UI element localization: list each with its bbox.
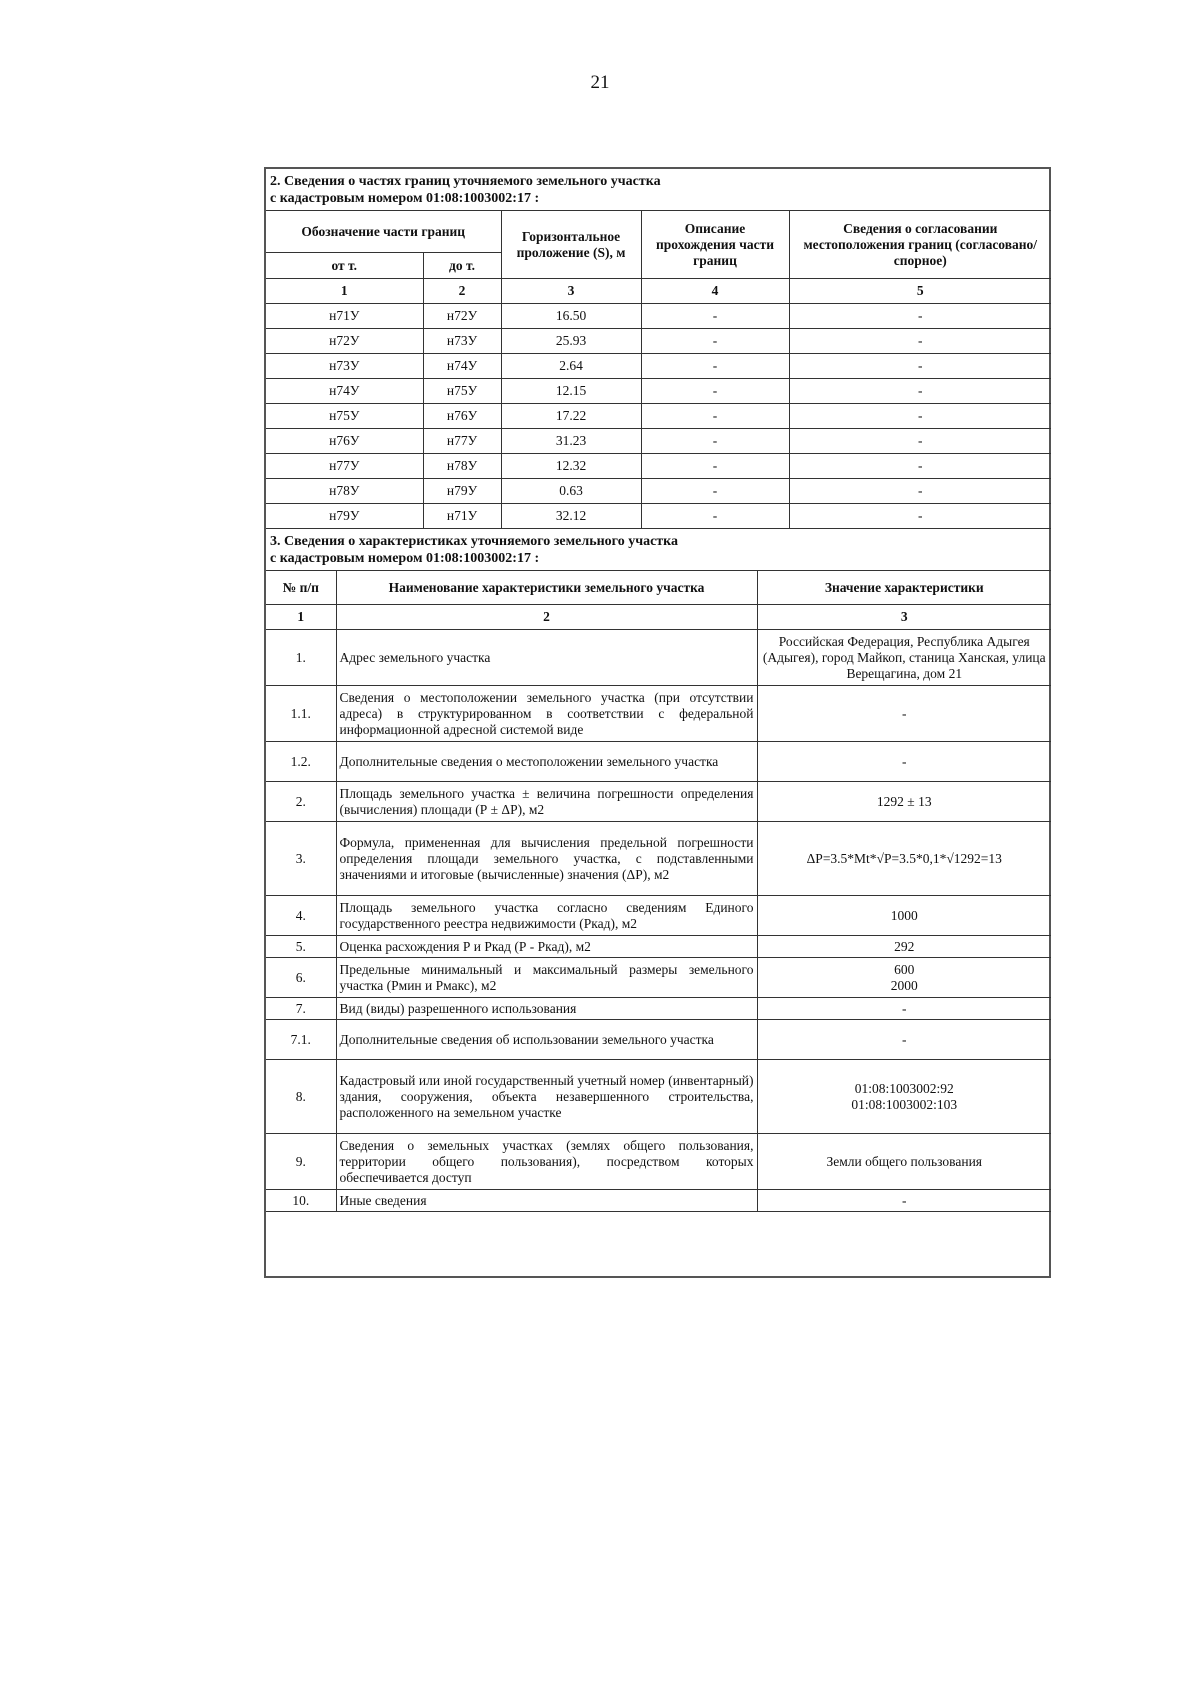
agreement-value: - — [789, 479, 1051, 504]
document-frame — [264, 167, 1051, 1278]
section3-title — [266, 529, 1051, 571]
cadastral-number: 01:08:1003002:103 — [851, 1096, 958, 1112]
to-point: н76У — [423, 404, 501, 429]
to-point: н74У — [423, 354, 501, 379]
col-number: 5 — [789, 279, 1051, 304]
row-number: 3. — [266, 822, 336, 896]
horizontal-value: 31.23 — [501, 429, 641, 454]
characteristic-value: Земли общего пользования — [757, 1134, 1051, 1190]
col-number: 1 — [266, 279, 423, 304]
row-number: 1.1. — [266, 686, 336, 742]
from-point: н76У — [266, 429, 423, 454]
characteristic-value: - — [757, 998, 1051, 1020]
characteristic-value: ΔР=3.5*Mt*√P=3.5*0,1*√1292=13 — [757, 822, 1051, 896]
row-number: 1.2. — [266, 742, 336, 782]
table-row — [266, 958, 1051, 998]
table-row — [266, 404, 1051, 429]
agreement-value: - — [789, 504, 1051, 529]
header-to: до т. — [423, 253, 501, 279]
from-point: н74У — [266, 379, 423, 404]
characteristic-value — [757, 1060, 1051, 1134]
characteristic-name: Адрес земельного участка — [336, 630, 757, 686]
from-point: н72У — [266, 329, 423, 354]
row-number: 9. — [266, 1134, 336, 1190]
agreement-value: - — [789, 304, 1051, 329]
header-agreement: Сведения о согласовании местоположения границ (согласовано/спорное) — [789, 211, 1051, 279]
section3-title-line2: с кадастровым номером 01:08:1003002:17 : — [270, 551, 540, 566]
horizontal-value: 0.63 — [501, 479, 641, 504]
header-description: Описание прохождения части границ — [641, 211, 789, 279]
table-row — [266, 354, 1051, 379]
header-value: Значение характеристики — [757, 571, 1051, 605]
row-number: 1. — [266, 630, 336, 686]
table-row — [266, 936, 1051, 958]
characteristic-value: Российская Федерация, Республика Адыгея (Адыгея), город Майкоп, станица Ханская, улица Верещагина, дом 21 — [757, 630, 1051, 686]
agreement-value: - — [789, 379, 1051, 404]
table-row — [266, 329, 1051, 354]
agreement-value: - — [789, 454, 1051, 479]
characteristic-value: - — [757, 686, 1051, 742]
to-point: н79У — [423, 479, 501, 504]
section2-title-line2: с кадастровым номером 01:08:1003002:17 : — [270, 191, 540, 206]
characteristic-name: Оценка расхождения Р и Ркад (Р - Ркад), м2 — [336, 936, 757, 958]
col-number: 2 — [423, 279, 501, 304]
description-value: - — [641, 329, 789, 354]
characteristic-value: - — [757, 1020, 1051, 1060]
row-number: 4. — [266, 896, 336, 936]
characteristic-value — [757, 958, 1051, 998]
section2-table — [266, 169, 1051, 529]
table-row — [266, 998, 1051, 1020]
description-value: - — [641, 504, 789, 529]
header-num: № п/п — [266, 571, 336, 605]
row-number: 2. — [266, 782, 336, 822]
table-row — [266, 782, 1051, 822]
row-number: 10. — [266, 1190, 336, 1212]
description-value: - — [641, 404, 789, 429]
agreement-value: - — [789, 354, 1051, 379]
characteristic-name: Кадастровый или иной государственный учетный номер (инвентарный) здания, сооружения, объекта незавершенного строительства, расположенного на земельном участке — [336, 1060, 757, 1134]
max-size-value: 2000 — [890, 977, 918, 993]
characteristic-name: Сведения о местоположении земельного участка (при отсутствии адреса) в структурированном в соответствии с федеральной информационной адресной системой виде — [336, 686, 757, 742]
table-row — [266, 454, 1051, 479]
row-number: 5. — [266, 936, 336, 958]
table-row — [266, 1190, 1051, 1212]
agreement-value: - — [789, 429, 1051, 454]
col-number: 3 — [501, 279, 641, 304]
row-number: 6. — [266, 958, 336, 998]
description-value: - — [641, 429, 789, 454]
row-number: 7. — [266, 998, 336, 1020]
to-point: н75У — [423, 379, 501, 404]
characteristic-name: Дополнительные сведения об использовании земельного участка — [336, 1020, 757, 1060]
col-number: 1 — [266, 605, 336, 630]
characteristic-name: Иные сведения — [336, 1190, 757, 1212]
row-number: 7.1. — [266, 1020, 336, 1060]
agreement-value: - — [789, 404, 1051, 429]
to-point: н78У — [423, 454, 501, 479]
characteristic-value: 1292 ± 13 — [757, 782, 1051, 822]
cadastral-number: 01:08:1003002:92 — [854, 1080, 954, 1096]
table-row — [266, 896, 1051, 936]
table-row — [266, 686, 1051, 742]
description-value: - — [641, 379, 789, 404]
header-from: от т. — [266, 253, 423, 279]
from-point: н75У — [266, 404, 423, 429]
from-point: н77У — [266, 454, 423, 479]
characteristic-name: Вид (виды) разрешенного использования — [336, 998, 757, 1020]
table-row — [266, 1020, 1051, 1060]
col-number: 2 — [336, 605, 757, 630]
from-point: н71У — [266, 304, 423, 329]
page-number: 21 — [590, 72, 610, 93]
horizontal-value: 32.12 — [501, 504, 641, 529]
description-value: - — [641, 454, 789, 479]
to-point: н77У — [423, 429, 501, 454]
col-number: 4 — [641, 279, 789, 304]
min-size-value: 600 — [894, 961, 915, 977]
horizontal-value: 12.15 — [501, 379, 641, 404]
table-row — [266, 479, 1051, 504]
agreement-value: - — [789, 329, 1051, 354]
table-row — [266, 1060, 1051, 1134]
to-point: н71У — [423, 504, 501, 529]
section2-title-line1: 2. Сведения о частях границ уточняемого земельного участка — [270, 174, 661, 189]
from-point: н79У — [266, 504, 423, 529]
row-number: 8. — [266, 1060, 336, 1134]
from-point: н73У — [266, 354, 423, 379]
horizontal-value: 16.50 — [501, 304, 641, 329]
to-point: н72У — [423, 304, 501, 329]
col-number: 3 — [757, 605, 1051, 630]
horizontal-value: 12.32 — [501, 454, 641, 479]
characteristic-name: Формула, примененная для вычисления предельной погрешности определения площади земельного участка, с подставленными значениями и итоговые (вычисленные) значения (ΔР), м2 — [336, 822, 757, 896]
table-row — [266, 379, 1051, 404]
description-value: - — [641, 479, 789, 504]
characteristic-name: Дополнительные сведения о местоположении земельного участка — [336, 742, 757, 782]
horizontal-value: 25.93 — [501, 329, 641, 354]
header-name: Наименование характеристики земельного участка — [336, 571, 757, 605]
table-row — [266, 429, 1051, 454]
from-point: н78У — [266, 479, 423, 504]
characteristic-value: - — [757, 1190, 1051, 1212]
section3-table — [266, 529, 1051, 1276]
characteristic-name: Сведения о земельных участках (землях общего пользования, территории общего пользования), посредством которых обеспечивается доступ — [336, 1134, 757, 1190]
characteristic-name: Предельные минимальный и максимальный размеры земельного участка (Рмин и Рмакс), м2 — [336, 958, 757, 998]
horizontal-value: 17.22 — [501, 404, 641, 429]
characteristic-name: Площадь земельного участка ± величина погрешности определения (вычисления) площади (Р ± ΔР), м2 — [336, 782, 757, 822]
characteristic-value: - — [757, 742, 1051, 782]
characteristic-value: 292 — [757, 936, 1051, 958]
header-boundary-part: Обозначение части границ — [266, 211, 501, 253]
table-row — [266, 742, 1051, 782]
description-value: - — [641, 354, 789, 379]
description-value: - — [641, 304, 789, 329]
table-row — [266, 822, 1051, 896]
horizontal-value: 2.64 — [501, 354, 641, 379]
characteristic-name: Площадь земельного участка согласно сведениям Единого государственного реестра недвижимости (Ркад), м2 — [336, 896, 757, 936]
section3-title-line1: 3. Сведения о характеристиках уточняемого земельного участка — [270, 534, 679, 549]
table-row — [266, 1134, 1051, 1190]
empty-footer-row — [266, 1212, 1051, 1277]
to-point: н73У — [423, 329, 501, 354]
table-row — [266, 630, 1051, 686]
characteristic-value: 1000 — [757, 896, 1051, 936]
table-row — [266, 304, 1051, 329]
table-row — [266, 504, 1051, 529]
header-horizontal: Горизонтальное проложение (S), м — [501, 211, 641, 279]
section2-title — [266, 169, 1051, 211]
